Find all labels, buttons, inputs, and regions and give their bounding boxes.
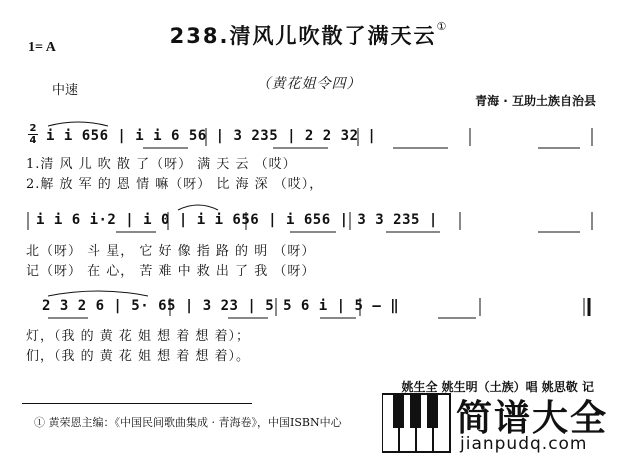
lyrics-line-2-verse-2: 记（呀） 在 心， 苦 难 中 救 出 了 我 （呀） [26, 264, 316, 279]
lyrics-line-1-verse-1: 1.清 风 儿 吹 散 了（呀） 满 天 云 （哎） [26, 157, 297, 172]
lyrics-line-3-verse-1: 灯，（我 的 黄 花 姐 想 着 想 着）； [26, 329, 251, 344]
region-label: 青海 · 互助土族自治县 [475, 94, 596, 108]
footnote-mark: ① [436, 20, 449, 33]
piano-keys-icon [382, 390, 452, 456]
notes-line-1: i i 656 | i i 6 56 | 3 235 | 2 2 32 | [46, 128, 377, 144]
key-signature: 1= A [28, 40, 56, 55]
site-watermark-logo [382, 390, 610, 456]
song-title: 238.清风儿吹散了满天云① [169, 20, 449, 48]
lyrics-line-3-verse-2: 们，（我 的 黄 花 姐 想 着 想 着）。 [26, 349, 251, 364]
watermark-url: jianpudq.com [460, 434, 588, 454]
lyrics-line-2-verse-1: 北（呀） 斗 星， 它 好 像 指 路 的 明 （呀） [26, 244, 316, 259]
tempo-marking: 中速 [52, 83, 79, 98]
footnote-text: ① 黄荣恩主编：《中国民间歌曲集成 · 青海卷》，中国ISBN中心 [34, 416, 342, 429]
watermark-name: 简谱大全 [456, 398, 609, 439]
qupai-label: （黄花姐令四） [256, 76, 362, 92]
performer-credits: 姚生全 姚生明（土族）唱 姚思敬 记 [401, 380, 594, 394]
time-signature: 2 4 [29, 123, 37, 146]
notes-line-2: i i 6 i·2 | i 0 | i i 656 | i 656 | 3 3 235 | [36, 212, 438, 228]
notation-line-3 [28, 298, 593, 320]
notation-line-1 [28, 123, 593, 150]
notes-line-3: 2 3 2 6 | 5· 65 | 3 23 | 5 5 6 i | 5 — ‖ [42, 298, 400, 314]
lyrics-line-1-verse-2: 2.解 放 军 的 恩 情 嘛（呀） 比 海 深 （哎）， [26, 177, 324, 192]
notation-line-2 [28, 212, 593, 234]
footnote-rule [22, 403, 252, 404]
